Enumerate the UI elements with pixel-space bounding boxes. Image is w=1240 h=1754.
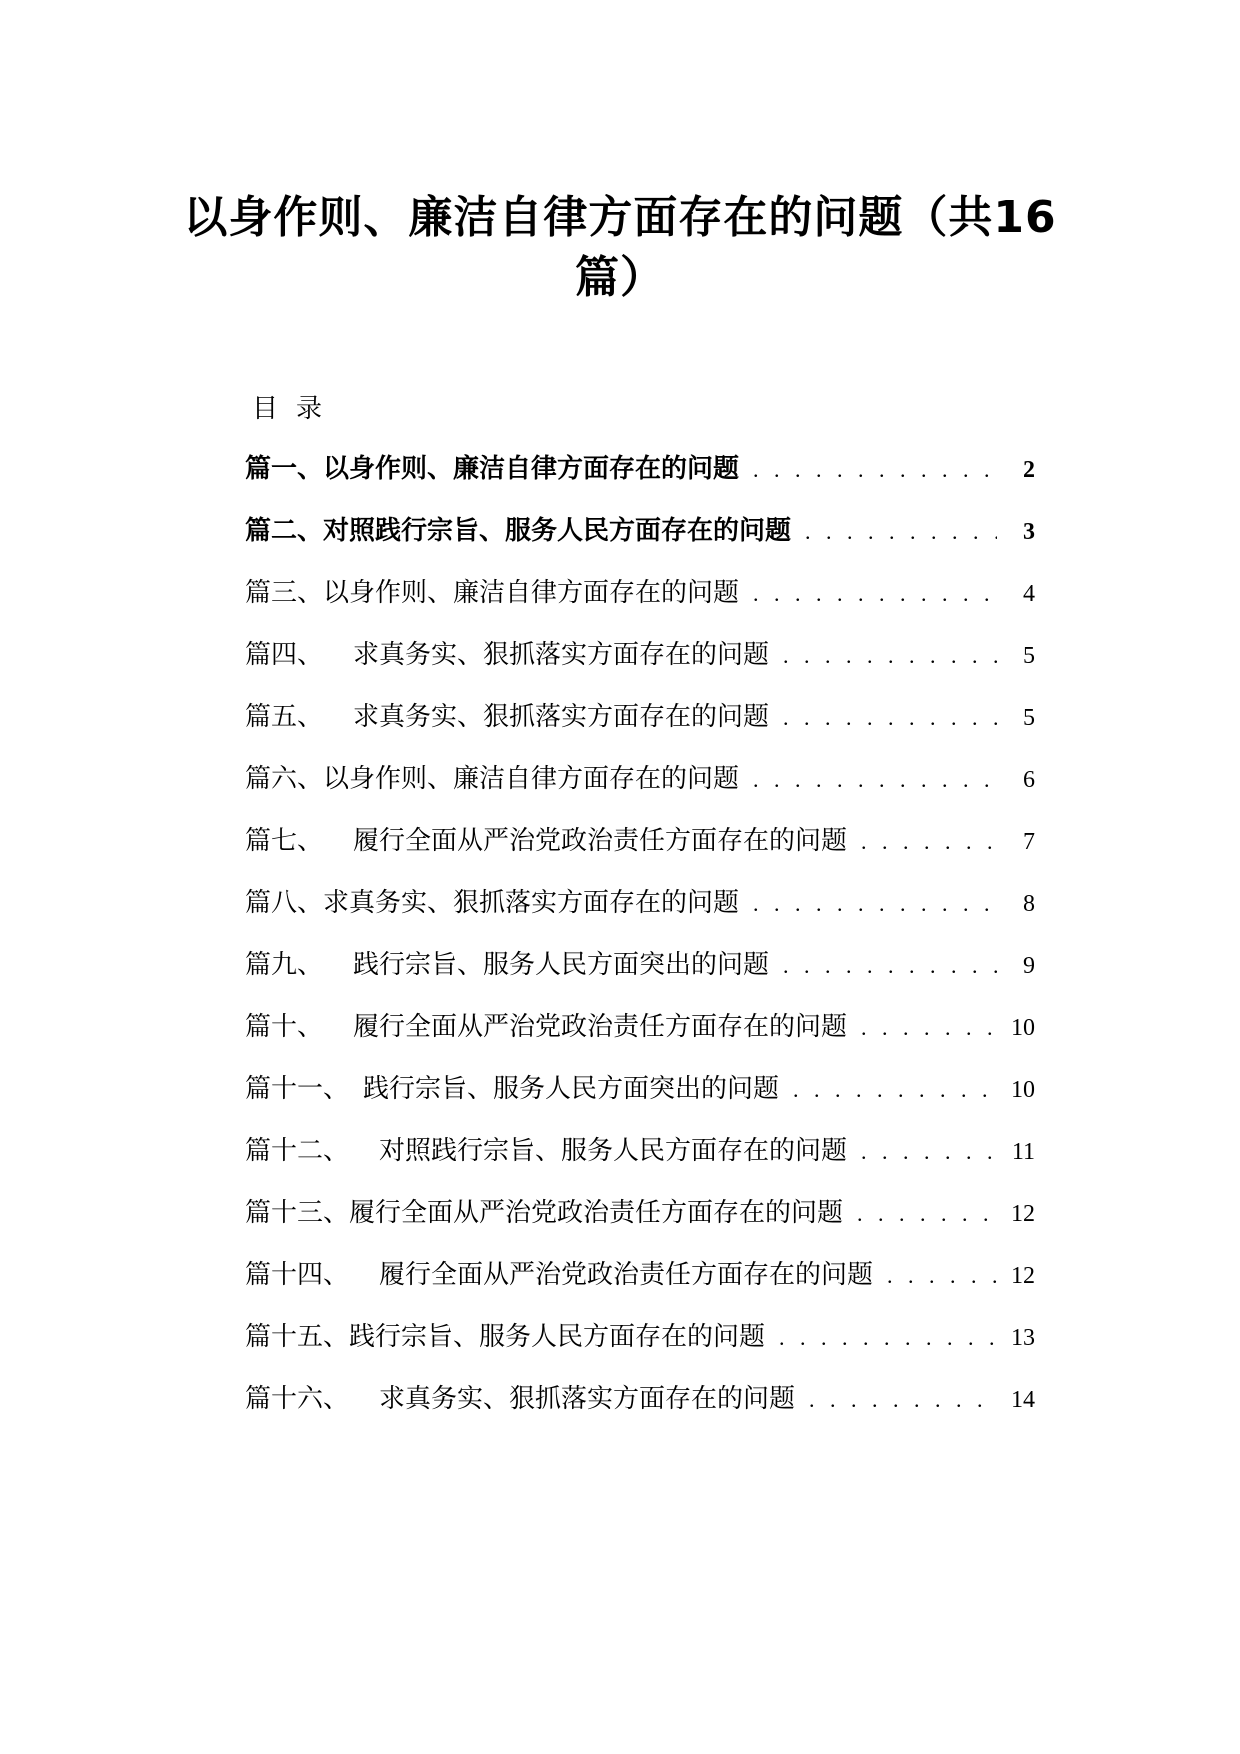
toc-entry-text: 践行宗旨、服务人民方面突出的问题 [363,1074,780,1104]
toc-entry-label [245,638,769,672]
toc-entry-text: 履行全面从严治党政治责任方面存在的问题 [353,1012,848,1042]
toc-entry[interactable] [245,700,1035,762]
toc-entry-prefix: 篇十二、 [245,1136,350,1166]
toc-entry-prefix: 篇十四、 [245,1260,350,1290]
toc-page-number: 8 [1023,891,1035,917]
toc-page-number: 11 [1011,1139,1035,1165]
toc-entry[interactable] [245,1072,1035,1134]
toc-page-number: 10 [1011,1015,1035,1041]
toc-entry-label [245,1258,873,1292]
toc-entry-text: 以身作则、廉洁自律方面存在的问题 [323,764,740,794]
toc-leader-dots [861,1011,997,1045]
toc-entry-label [245,1196,843,1230]
toc-entry-text: 践行宗旨、服务人民方面存在的问题 [349,1322,766,1352]
toc-heading-char-2: 录 [296,394,341,424]
toc-entry-text: 履行全面从严治党政治责任方面存在的问题 [349,1198,844,1228]
toc-page-number: 12 [1011,1201,1035,1227]
toc-leader-dots [857,1197,997,1231]
toc-page-number: 5 [1023,643,1035,669]
toc-entry-label [245,824,847,858]
toc-entry[interactable] [245,1134,1035,1196]
toc-entry-prefix: 篇九、 [245,950,324,980]
toc-entry-text: 以身作则、廉洁自律方面存在的问题 [323,454,740,484]
toc-entry[interactable] [245,452,1035,514]
toc-entry-label [245,576,739,610]
toc-entry-prefix: 篇十五、 [245,1322,350,1352]
toc-leader-dots [783,639,997,673]
toc-page-number: 10 [1011,1077,1035,1103]
toc-entry-label [245,948,769,982]
toc-entry-prefix: 篇十三、 [245,1198,350,1228]
toc-entry-text: 求真务实、狠抓落实方面存在的问题 [323,888,740,918]
toc-leader-dots [753,577,997,611]
toc-leader-dots [779,1321,997,1355]
toc-entry-label [245,452,739,486]
toc-entry-prefix: 篇七、 [245,826,324,856]
toc-leader-dots [783,701,997,735]
toc-entry-label [245,700,769,734]
toc-entry-text: 求真务实、狠抓落实方面存在的问题 [353,702,770,732]
toc-entry-label [245,762,739,796]
toc-entry[interactable] [245,762,1035,824]
toc-entry[interactable] [245,948,1035,1010]
toc-entry-text: 履行全面从严治党政治责任方面存在的问题 [379,1260,874,1290]
toc-heading [252,392,340,426]
toc-entry-prefix: 篇五、 [245,702,324,732]
toc-leader-dots [783,949,997,983]
toc-entry[interactable] [245,576,1035,638]
toc-entry-prefix: 篇八、 [245,888,324,918]
toc-entry[interactable] [245,824,1035,886]
toc-page-number: 5 [1023,705,1035,731]
toc-page-number: 13 [1011,1325,1035,1351]
toc-entry-prefix: 篇十一、 [245,1074,350,1104]
toc-leader-dots [753,887,997,921]
title-line-1: 以身作则、廉洁自律方面存在的问题（共16 [183,192,1057,243]
toc-page-number: 9 [1023,953,1035,979]
toc-entry-text: 求真务实、狠抓落实方面存在的问题 [379,1384,796,1414]
toc-leader-dots [805,515,997,549]
toc-entry-text: 践行宗旨、服务人民方面突出的问题 [353,950,770,980]
toc-leader-dots [793,1073,997,1107]
toc-entry-prefix: 篇十六、 [245,1384,350,1414]
toc-entry-label [245,886,739,920]
toc-entry-text: 履行全面从严治党政治责任方面存在的问题 [353,826,848,856]
toc-entry[interactable] [245,1010,1035,1072]
toc-entry-prefix: 篇六、 [245,764,324,794]
toc-leader-dots [861,825,997,859]
document-title [180,188,1060,308]
toc-leader-dots [809,1383,997,1417]
toc-page-number: 14 [1011,1387,1035,1413]
toc-page-number: 7 [1023,829,1035,855]
toc-heading-char-1: 目 [252,394,297,424]
toc-entry-prefix: 篇二、 [245,516,324,546]
toc-page-number: 2 [1023,457,1035,483]
toc-entry-label [245,1134,847,1168]
toc-entry-prefix: 篇四、 [245,640,324,670]
toc-leader-dots [753,453,997,487]
toc-entry-label [245,514,791,548]
toc-leader-dots [861,1135,997,1169]
toc-entry[interactable] [245,638,1035,700]
title-line-2: 篇） [575,252,665,303]
toc-entry-label [245,1010,847,1044]
toc-page-number: 6 [1023,767,1035,793]
toc-entry-prefix: 篇三、 [245,578,324,608]
toc-entry-label [245,1382,795,1416]
toc-page-number: 3 [1023,519,1035,545]
toc-entry-prefix: 篇十、 [245,1012,324,1042]
toc-entry[interactable] [245,1382,1035,1444]
toc-leader-dots [887,1259,997,1293]
toc-entry[interactable] [245,1196,1035,1258]
table-of-contents [245,452,1035,1444]
toc-entry-prefix: 篇一、 [245,454,324,484]
toc-entry-text: 对照践行宗旨、服务人民方面存在的问题 [379,1136,848,1166]
toc-entry[interactable] [245,1320,1035,1382]
toc-entry-text: 对照践行宗旨、服务人民方面存在的问题 [323,516,792,546]
toc-page-number: 4 [1023,581,1035,607]
toc-entry[interactable] [245,886,1035,948]
toc-entry[interactable] [245,1258,1035,1320]
toc-entry-text: 求真务实、狠抓落实方面存在的问题 [353,640,770,670]
toc-entry-text: 以身作则、廉洁自律方面存在的问题 [323,578,740,608]
toc-page-number: 12 [1011,1263,1035,1289]
toc-entry-label [245,1320,765,1354]
toc-entry[interactable] [245,514,1035,576]
toc-entry-label [245,1072,779,1106]
toc-leader-dots [753,763,997,797]
